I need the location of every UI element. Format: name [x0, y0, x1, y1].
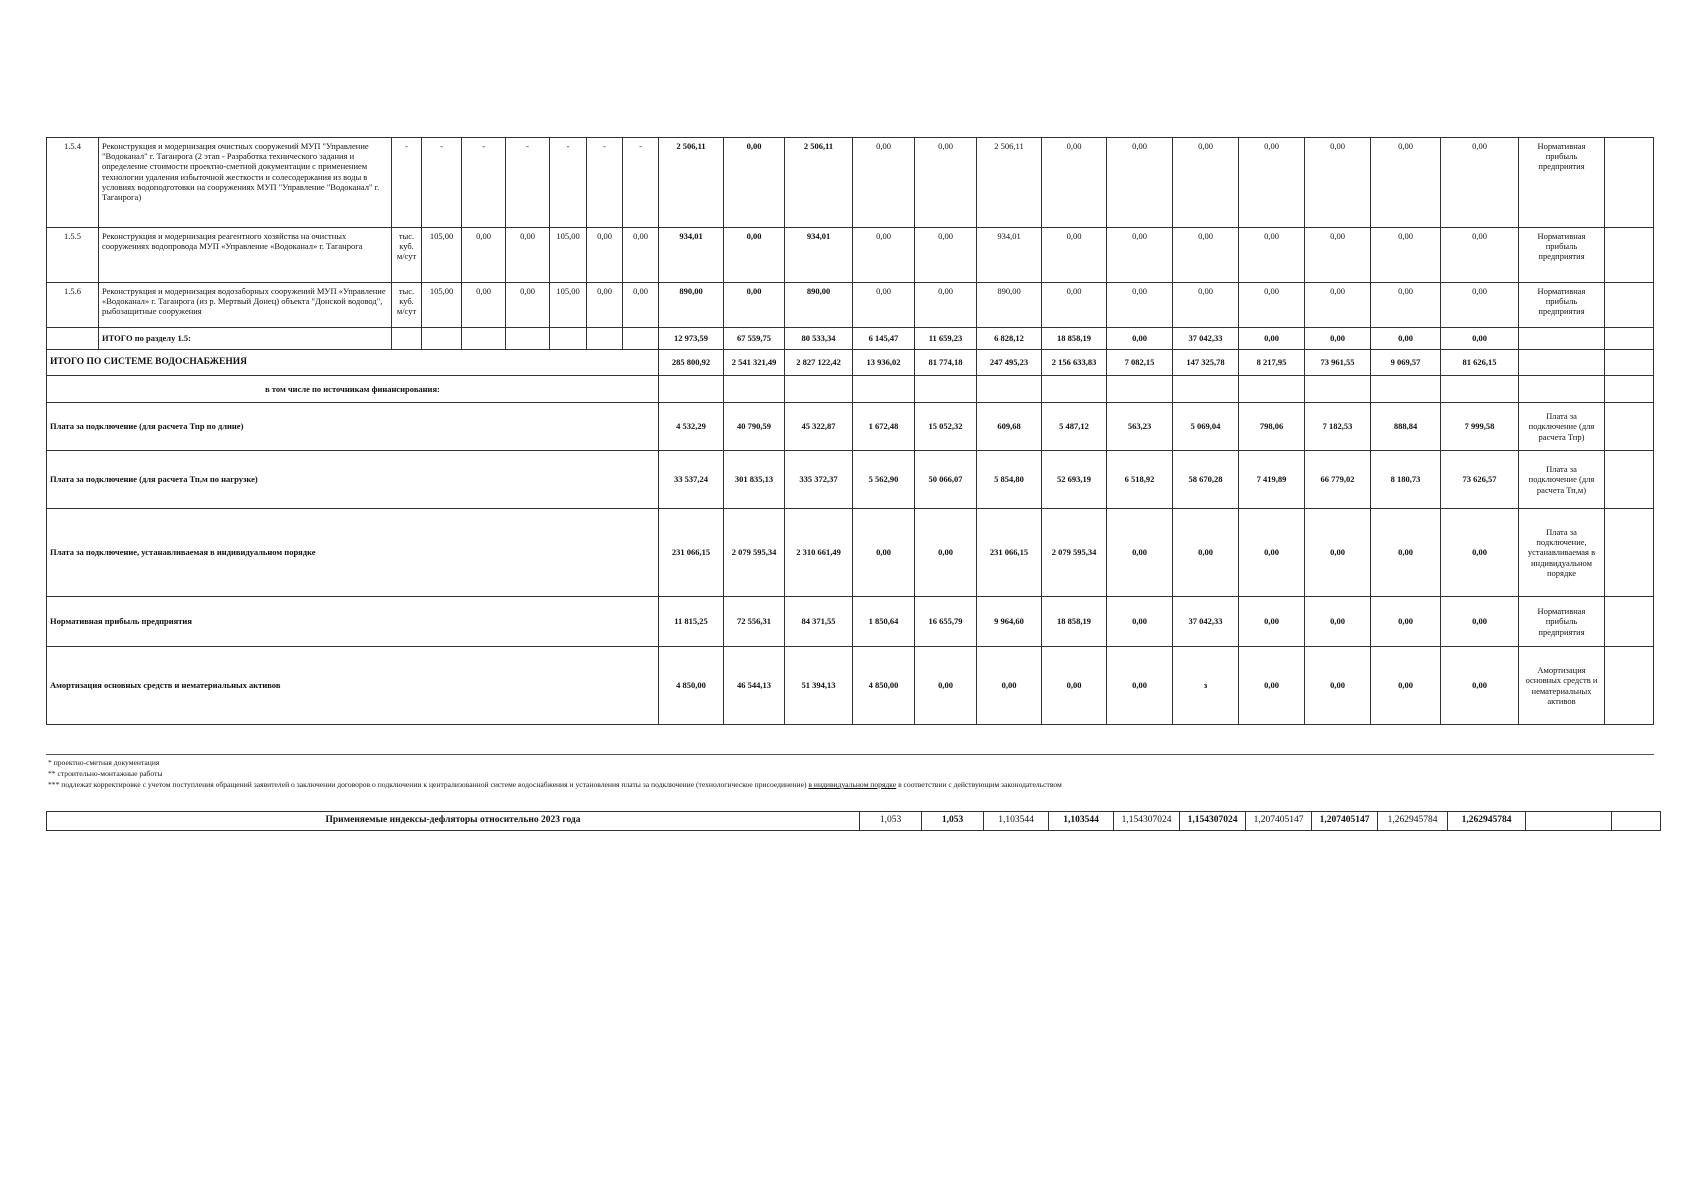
capacity-cell: - — [462, 138, 506, 228]
empty-cell — [587, 328, 623, 350]
deflator-value: 1,207405147 — [1312, 812, 1378, 831]
value-cell: 890,00 — [785, 283, 853, 328]
value-cell: 8 217,95 — [1239, 350, 1305, 376]
value-cell: 0,00 — [724, 228, 785, 283]
value-cell: 4 532,29 — [659, 403, 724, 451]
source-row — [47, 451, 1654, 509]
source-label: Нормативная прибыль предприятия — [47, 597, 659, 647]
capacity-cell: - — [422, 138, 462, 228]
value-cell: 0,00 — [1305, 597, 1371, 647]
capacity-cell: 0,00 — [623, 283, 659, 328]
value-cell: 0,00 — [1305, 283, 1371, 328]
value-cell: 0,00 — [724, 138, 785, 228]
value-cell: 2 079 595,34 — [724, 509, 785, 597]
value-cell: 18 858,19 — [1042, 328, 1107, 350]
source-label: Плата за подключение, устанавливаемая в индивидуальном порядке — [47, 509, 659, 597]
source-label: Плата за подключение (для расчета Тп,м по нагрузке) — [47, 451, 659, 509]
value-cell: 0,00 — [915, 138, 977, 228]
value-cell: 0,00 — [1441, 283, 1519, 328]
value-cell: 7 082,15 — [1107, 350, 1173, 376]
value-cell: 2 827 122,42 — [785, 350, 853, 376]
empty-cell — [1612, 812, 1661, 831]
value-cell: 0,00 — [1107, 509, 1173, 597]
capacity-cell: 0,00 — [623, 228, 659, 283]
total-row — [47, 350, 1654, 376]
value-cell: 67 559,75 — [724, 328, 785, 350]
value-cell: 0,00 — [1107, 283, 1173, 328]
deflator-value: 1,154307024 — [1180, 812, 1246, 831]
value-cell: 16 655,79 — [915, 597, 977, 647]
source-label: Плата за подключение (для расчета Тпр по длине) — [47, 403, 659, 451]
value-cell: 0,00 — [1239, 228, 1305, 283]
value-cell: 1 672,48 — [853, 403, 915, 451]
value-cell: 81 626,15 — [1441, 350, 1519, 376]
empty-cell — [853, 376, 915, 403]
value-cell: 37 042,33 — [1173, 328, 1239, 350]
value-cell: 934,01 — [977, 228, 1042, 283]
value-cell: 0,00 — [1173, 509, 1239, 597]
value-cell: 0,00 — [1239, 597, 1305, 647]
value-cell: 934,01 — [785, 228, 853, 283]
value-cell: 0,00 — [853, 138, 915, 228]
empty-cell — [1371, 376, 1441, 403]
value-cell: 6 518,92 — [1107, 451, 1173, 509]
empty-cell — [422, 328, 462, 350]
value-cell: 247 495,23 — [977, 350, 1042, 376]
value-cell: 563,23 — [1107, 403, 1173, 451]
value-cell: 9 069,57 — [1371, 350, 1441, 376]
value-cell: 0,00 — [1305, 647, 1371, 725]
value-cell: 5 487,12 — [1042, 403, 1107, 451]
value-cell: 12 973,59 — [659, 328, 724, 350]
value-cell: 0,00 — [1239, 283, 1305, 328]
value-cell: 46 544,13 — [724, 647, 785, 725]
value-cell: 0,00 — [1107, 328, 1173, 350]
value-cell: 0,00 — [1239, 509, 1305, 597]
capacity-cell: 105,00 — [550, 228, 587, 283]
capacity-cell: 105,00 — [422, 283, 462, 328]
empty-cell — [1605, 228, 1654, 283]
value-cell: 58 670,28 — [1173, 451, 1239, 509]
funding-source: Нормативная прибыль предприятия — [1519, 597, 1605, 647]
empty-cell — [1605, 138, 1654, 228]
deflator-value: 1,154307024 — [1114, 812, 1180, 831]
row-number: 1.5.6 — [47, 283, 99, 328]
deflator-value: 1,103544 — [1049, 812, 1114, 831]
empty-cell — [1519, 350, 1605, 376]
empty-cell — [550, 328, 587, 350]
value-cell: 231 066,15 — [977, 509, 1042, 597]
empty-cell — [1042, 376, 1107, 403]
row-number: 1.5.5 — [47, 228, 99, 283]
capacity-cell: 0,00 — [587, 228, 623, 283]
value-cell: 0,00 — [1441, 328, 1519, 350]
value-cell: 7 419,89 — [1239, 451, 1305, 509]
value-cell: 2 541 321,49 — [724, 350, 785, 376]
subtotal-row — [47, 328, 1654, 350]
deflator-value: 1,207405147 — [1246, 812, 1312, 831]
value-cell: 0,00 — [1107, 647, 1173, 725]
funding-source: Плата за подключение (для расчета Тп,м) — [1519, 451, 1605, 509]
empty-cell — [1526, 812, 1612, 831]
capacity-cell: 105,00 — [422, 228, 462, 283]
empty-cell — [47, 328, 99, 350]
empty-cell — [1605, 647, 1654, 725]
value-cell: 11 659,23 — [915, 328, 977, 350]
value-cell: 0,00 — [915, 509, 977, 597]
value-cell: 51 394,13 — [785, 647, 853, 725]
value-cell: 0,00 — [1441, 138, 1519, 228]
empty-cell — [1605, 509, 1654, 597]
footnote-3-end: в соответствии с действующим законодательством — [898, 780, 1062, 789]
value-cell: 0,00 — [1239, 138, 1305, 228]
value-cell: 0,00 — [853, 509, 915, 597]
empty-cell — [724, 376, 785, 403]
value-cell: 0,00 — [1371, 647, 1441, 725]
deflator-value: 1,103544 — [984, 812, 1049, 831]
empty-cell — [1605, 403, 1654, 451]
value-cell: 0,00 — [1107, 597, 1173, 647]
funding-source: Плата за подключение (для расчета Тпр) — [1519, 403, 1605, 451]
capacity-cell: 0,00 — [506, 228, 550, 283]
notes-divider — [46, 754, 1654, 755]
empty-cell — [1239, 376, 1305, 403]
deflator-value: 1,262945784 — [1378, 812, 1448, 831]
value-cell: 0,00 — [724, 283, 785, 328]
value-cell: 2 506,11 — [659, 138, 724, 228]
deflators-table — [46, 811, 1661, 831]
value-cell: 285 800,92 — [659, 350, 724, 376]
value-cell: 33 537,24 — [659, 451, 724, 509]
capacity-cell: - — [550, 138, 587, 228]
value-cell: 0,00 — [853, 228, 915, 283]
value-cell: 335 372,37 — [785, 451, 853, 509]
value-cell: 2 506,11 — [785, 138, 853, 228]
investment-program-table-area — [46, 137, 1654, 725]
value-cell: 4 850,00 — [853, 647, 915, 725]
capacity-cell: 0,00 — [506, 283, 550, 328]
value-cell: 5 069,04 — [1173, 403, 1239, 451]
value-cell: 40 790,59 — [724, 403, 785, 451]
value-cell: 0,00 — [1371, 597, 1441, 647]
deflators-label: Применяемые индексы-дефляторы относительно 2023 года — [47, 812, 860, 831]
capacity-cell: - — [506, 138, 550, 228]
empty-cell — [1173, 376, 1239, 403]
value-cell: 81 774,18 — [915, 350, 977, 376]
row-unit: тыс. куб. м/сут — [392, 283, 422, 328]
funding-source: Нормативная прибыль предприятия — [1519, 138, 1605, 228]
value-cell: 934,01 — [659, 228, 724, 283]
empty-cell — [1519, 376, 1605, 403]
value-cell: 0,00 — [1173, 138, 1239, 228]
capacity-cell: 0,00 — [462, 228, 506, 283]
empty-cell — [659, 376, 724, 403]
value-cell: 15 052,32 — [915, 403, 977, 451]
value-cell: 0,00 — [1042, 138, 1107, 228]
footnote-3 — [48, 779, 1648, 790]
row-name: Реконструкция и модернизация водозаборных сооружений МУП «Управление «Водоканал» г. Таганрога (из р. Мертвый Донец) объекта "Донской водовод", рыбозащитные сооружения — [99, 283, 392, 328]
value-cell: 0,00 — [915, 228, 977, 283]
value-cell: 2 156 633,83 — [1042, 350, 1107, 376]
deflator-value: 1,262945784 — [1448, 812, 1526, 831]
empty-cell — [1605, 328, 1654, 350]
value-cell: 0,00 — [915, 283, 977, 328]
row-unit: - — [392, 138, 422, 228]
row-unit: тыс. куб. м/сут — [392, 228, 422, 283]
source-label: Амортизация основных средств и нематериальных активов — [47, 647, 659, 725]
empty-cell — [1605, 350, 1654, 376]
value-cell: 7 182,53 — [1305, 403, 1371, 451]
deflators-table-area — [46, 811, 1654, 831]
value-cell: 6 828,12 — [977, 328, 1042, 350]
value-cell: 0,00 — [1042, 228, 1107, 283]
value-cell: 609,68 — [977, 403, 1042, 451]
value-cell: 0,00 — [1371, 328, 1441, 350]
empty-cell — [977, 376, 1042, 403]
value-cell: 798,06 — [1239, 403, 1305, 451]
value-cell: 5 562,90 — [853, 451, 915, 509]
empty-cell — [1519, 328, 1605, 350]
source-row — [47, 647, 1654, 725]
source-row — [47, 597, 1654, 647]
value-cell: 37 042,33 — [1173, 597, 1239, 647]
capacity-cell: 0,00 — [462, 283, 506, 328]
value-cell: 73 961,55 — [1305, 350, 1371, 376]
value-cell: 8 180,73 — [1371, 451, 1441, 509]
value-cell: 0,00 — [1441, 597, 1519, 647]
value-cell: 52 693,19 — [1042, 451, 1107, 509]
total-label: ИТОГО ПО СИСТЕМЕ ВОДОСНАБЖЕНИЯ — [47, 350, 659, 376]
deflator-value: 1,053 — [860, 812, 922, 831]
empty-cell — [785, 376, 853, 403]
empty-cell — [506, 328, 550, 350]
value-cell: 0,00 — [1305, 228, 1371, 283]
source-row — [47, 509, 1654, 597]
value-cell: 0,00 — [915, 647, 977, 725]
value-cell: 301 835,13 — [724, 451, 785, 509]
footnote-2: ** строительно-монтажные работы — [48, 769, 163, 778]
value-cell: 0,00 — [977, 647, 1042, 725]
deflators-row — [47, 812, 1661, 831]
value-cell: 0,00 — [1173, 228, 1239, 283]
value-cell: 2 310 661,49 — [785, 509, 853, 597]
empty-cell — [1441, 376, 1519, 403]
value-cell: 0,00 — [1371, 138, 1441, 228]
value-cell: 5 854,80 — [977, 451, 1042, 509]
sources-header-row — [47, 376, 1654, 403]
value-cell: 890,00 — [977, 283, 1042, 328]
value-cell: 45 322,87 — [785, 403, 853, 451]
value-cell: 9 964,60 — [977, 597, 1042, 647]
value-cell: 1 850,64 — [853, 597, 915, 647]
empty-cell — [1605, 376, 1654, 403]
empty-cell — [1305, 376, 1371, 403]
empty-cell — [623, 328, 659, 350]
value-cell: 80 533,34 — [785, 328, 853, 350]
subtotal-label: ИТОГО по разделу 1.5: — [99, 328, 392, 350]
value-cell: 0,00 — [1371, 228, 1441, 283]
value-cell: 0,00 — [1107, 228, 1173, 283]
funding-source: Нормативная прибыль предприятия — [1519, 283, 1605, 328]
value-cell: 0,00 — [1173, 283, 1239, 328]
row-name: Реконструкция и модернизация очистных сооружений МУП "Управление "Водоканал" г. Таганрога (2 этап - Разработка технического задания и определение стоимости проектно-сметной документации с применением технологии удаления избыточной жесткости и солесодержания из воды в условиях водоподготовки на сооружениях МУП "Управление "Водоканал" г. Таганрога) — [99, 138, 392, 228]
value-cell: 0,00 — [1371, 283, 1441, 328]
value-cell: 888,84 — [1371, 403, 1441, 451]
value-cell: 147 325,78 — [1173, 350, 1239, 376]
value-cell: 72 556,31 — [724, 597, 785, 647]
value-cell: 4 850,00 — [659, 647, 724, 725]
footnote-3-text: *** подлежат корректировке с учетом поступления обращений заявителей о заключении договоров о подключении к централизованной системе водоснабжения и установления платы за подключение (технологическое присоединение) — [48, 780, 807, 789]
empty-cell — [915, 376, 977, 403]
value-cell: з — [1173, 647, 1239, 725]
value-cell: 11 815,25 — [659, 597, 724, 647]
value-cell: 0,00 — [1305, 509, 1371, 597]
value-cell: 73 626,57 — [1441, 451, 1519, 509]
empty-cell — [1107, 376, 1173, 403]
source-row — [47, 403, 1654, 451]
value-cell: 6 145,47 — [853, 328, 915, 350]
value-cell: 84 371,55 — [785, 597, 853, 647]
value-cell: 7 999,58 — [1441, 403, 1519, 451]
empty-cell — [462, 328, 506, 350]
row-name: Реконструкция и модернизация реагентного хозяйства на очистных сооружениях водопровода МУП «Управление «Водоканал» г. Таганрога — [99, 228, 392, 283]
table-row — [47, 283, 1654, 328]
investment-table — [46, 137, 1654, 725]
funding-source: Нормативная прибыль предприятия — [1519, 228, 1605, 283]
value-cell: 890,00 — [659, 283, 724, 328]
value-cell: 2 506,11 — [977, 138, 1042, 228]
value-cell: 0,00 — [1305, 328, 1371, 350]
empty-cell — [1605, 597, 1654, 647]
value-cell: 0,00 — [853, 283, 915, 328]
value-cell: 0,00 — [1042, 283, 1107, 328]
capacity-cell: 105,00 — [550, 283, 587, 328]
value-cell: 13 936,02 — [853, 350, 915, 376]
value-cell: 0,00 — [1042, 647, 1107, 725]
value-cell: 0,00 — [1371, 509, 1441, 597]
table-row — [47, 138, 1654, 228]
value-cell: 0,00 — [1239, 328, 1305, 350]
capacity-cell: - — [587, 138, 623, 228]
value-cell: 0,00 — [1441, 228, 1519, 283]
table-row — [47, 228, 1654, 283]
footnote-1: * проектно-сметная документация — [48, 758, 160, 767]
value-cell: 0,00 — [1305, 138, 1371, 228]
sources-header: в том числе по источникам финансирования: — [47, 376, 659, 403]
value-cell: 0,00 — [1441, 647, 1519, 725]
funding-source: Амортизация основных средств и нематериальных активов — [1519, 647, 1605, 725]
empty-cell — [1605, 451, 1654, 509]
row-number: 1.5.4 — [47, 138, 99, 228]
value-cell: 231 066,15 — [659, 509, 724, 597]
deflator-value: 1,053 — [922, 812, 984, 831]
empty-cell — [1605, 283, 1654, 328]
value-cell: 18 858,19 — [1042, 597, 1107, 647]
value-cell: 2 079 595,34 — [1042, 509, 1107, 597]
value-cell: 0,00 — [1107, 138, 1173, 228]
capacity-cell: - — [623, 138, 659, 228]
footnotes — [48, 757, 1648, 790]
footnote-3-underlined: в индивидуальном порядке — [808, 780, 897, 789]
value-cell: 66 779,02 — [1305, 451, 1371, 509]
funding-source: Плата за подключение, устанавливаемая в индивидуальном порядке — [1519, 509, 1605, 597]
value-cell: 50 066,07 — [915, 451, 977, 509]
capacity-cell: 0,00 — [587, 283, 623, 328]
value-cell: 0,00 — [1239, 647, 1305, 725]
value-cell: 0,00 — [1441, 509, 1519, 597]
empty-cell — [392, 328, 422, 350]
